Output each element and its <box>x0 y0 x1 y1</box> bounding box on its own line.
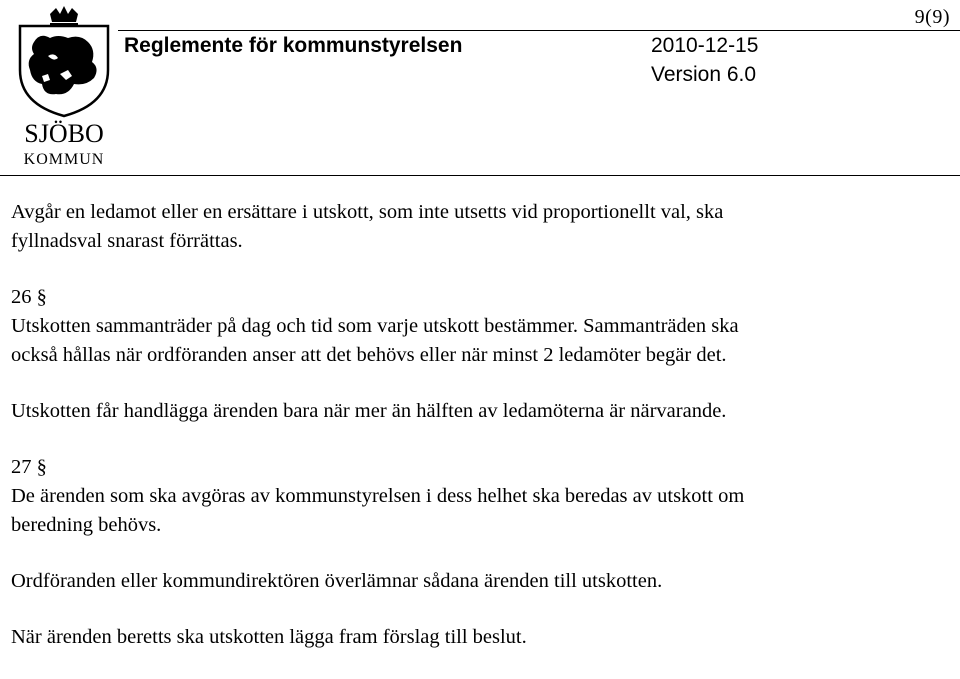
paragraph-handover <box>11 567 951 596</box>
paragraph-fyllnadsval <box>11 198 951 256</box>
svg-text:KOMMUN: KOMMUN <box>23 151 105 168</box>
text-line: också hållas när ordföranden anser att det behövs eller när minst 2 ledamöter begär det. <box>11 344 727 366</box>
document-title: Reglemente för kommunstyrelsen <box>124 34 463 57</box>
header-divider-top <box>118 30 960 31</box>
document-version: Version 6.0 <box>651 63 757 86</box>
text-line: Ordföranden eller kommundirektören överlämnar sådana ärenden till utskotten. <box>11 570 663 592</box>
text-line: fyllnadsval snarast förrättas. <box>11 230 243 252</box>
section-heading: 27 § <box>11 456 47 478</box>
document-body <box>11 198 951 679</box>
document-date: 2010-12-15 <box>651 34 759 57</box>
section-26 <box>11 283 951 370</box>
text-line: Avgår en ledamot eller en ersättare i utskott, som inte utsetts vid proportionellt val, ska <box>11 201 724 223</box>
municipality-logo <box>10 4 118 170</box>
paragraph-proposal <box>11 623 951 652</box>
text-line: När ärenden beretts ska utskotten lägga fram förslag till beslut. <box>11 626 527 648</box>
header-divider-bottom <box>0 175 960 176</box>
page-number: 9(9) <box>914 6 950 28</box>
text-line: De ärenden som ska avgöras av kommunstyrelsen i dess helhet ska beredas av utskott om <box>11 485 745 507</box>
text-line: beredning behövs. <box>11 514 162 536</box>
paragraph-quorum <box>11 397 951 426</box>
text-line: Utskotten sammanträder på dag och tid som varje utskott bestämmer. Sammanträden ska <box>11 315 739 337</box>
section-27 <box>11 453 951 540</box>
section-heading: 26 § <box>11 286 47 308</box>
coat-of-arms-icon <box>10 4 118 170</box>
text-line: Utskotten får handlägga ärenden bara när mer än hälften av ledamöterna är närvarande. <box>11 400 727 422</box>
svg-text:SJÖBO: SJÖBO <box>24 119 104 148</box>
